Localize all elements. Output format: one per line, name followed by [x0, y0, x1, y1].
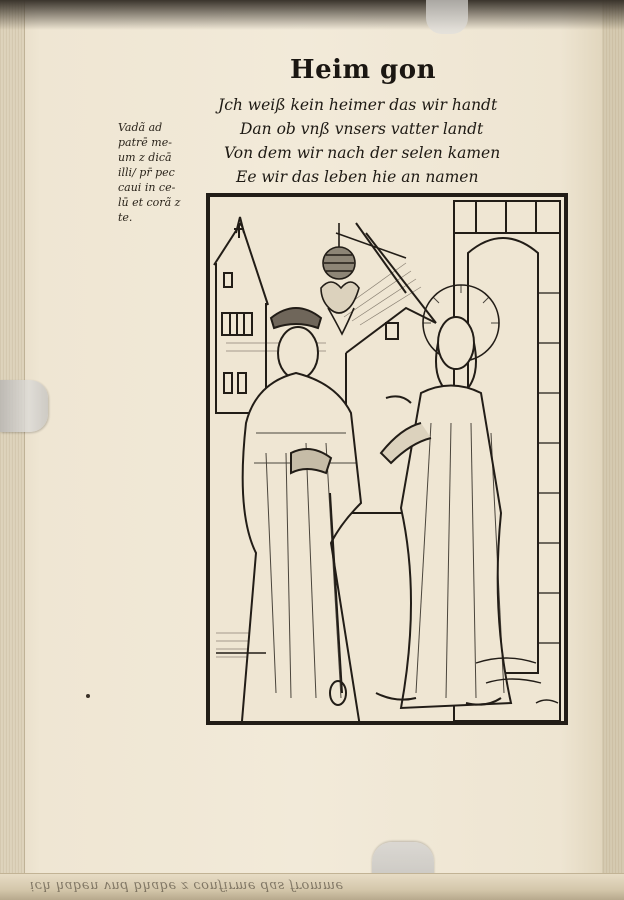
right-page-edges: [602, 0, 624, 900]
top-shadow: [0, 0, 624, 30]
page-clip-top: [426, 0, 468, 34]
margin-note-line: lū et corã z: [118, 196, 181, 209]
page-heading: Heim gon: [290, 55, 436, 85]
left-page-edges: [0, 0, 25, 900]
bleed-through-text: ich haben vnd bhabe z confirme das fromme: [30, 878, 344, 893]
margin-note-line: um z dicā: [118, 151, 172, 164]
margin-note-line: patrē me-: [118, 136, 172, 149]
verse-line: Ee wir das leben hie an namen: [236, 168, 479, 186]
ink-speck: [86, 694, 90, 698]
margin-note: [118, 120, 198, 225]
margin-note-line: illi/ pr̄ pec: [118, 166, 175, 179]
verse-line: Von dem wir nach der selen kamen: [224, 144, 501, 162]
verse-block: [218, 93, 548, 189]
page-clip-left: [0, 380, 48, 432]
woodcut-illustration: [206, 193, 568, 725]
verse-line: Dan ob vnß vnsers vatter landt: [240, 120, 484, 138]
margin-note-line: caui in ce-: [118, 181, 176, 194]
bottom-page-strip: [0, 873, 624, 900]
margin-note-line: Vadã ad: [118, 121, 163, 134]
margin-note-line: te.: [118, 211, 133, 224]
verse-line: Jch weiß kein heimer das wir handt: [218, 96, 498, 114]
